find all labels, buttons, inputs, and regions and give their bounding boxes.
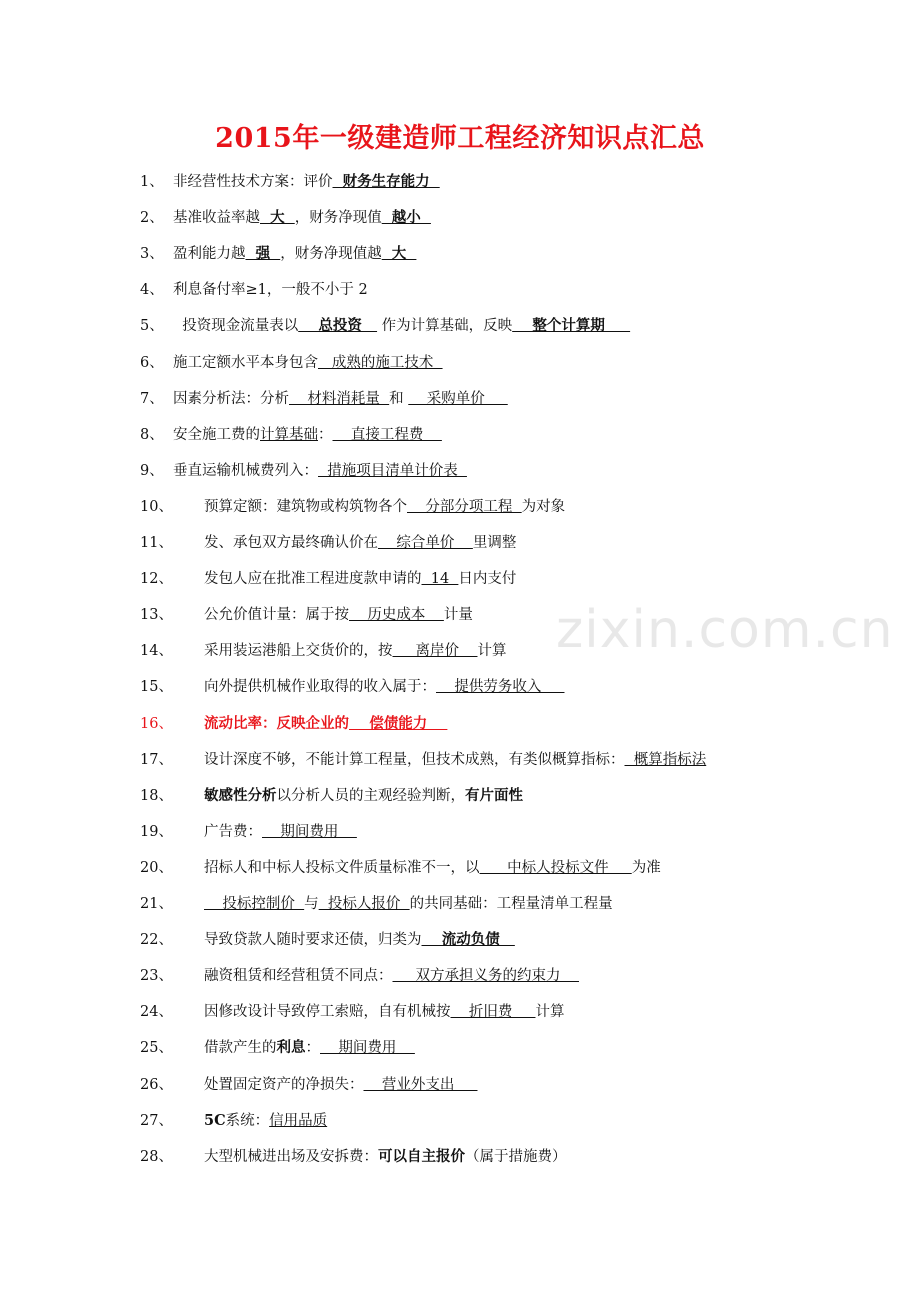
list-item: [0, 748, 920, 772]
item-text-segment: ，财务净现值: [294, 210, 382, 226]
item-number: 27、: [140, 1113, 173, 1129]
list-item: [0, 1036, 920, 1060]
item-text: [173, 206, 431, 227]
list-item: [0, 928, 920, 952]
answer-blank: 采购单价: [408, 391, 508, 407]
item-text-segment: 计算: [477, 643, 507, 659]
list-item: [0, 423, 920, 447]
list-item: [0, 206, 920, 230]
item-number: 12、: [140, 571, 173, 587]
list-item: [0, 567, 920, 591]
item-number: 5、: [140, 318, 164, 334]
item-text-segment: 非经营性技术方案：评价: [173, 174, 333, 190]
item-text-segment: 5C: [204, 1112, 226, 1129]
item-number: 19、: [140, 824, 173, 840]
list-item: [0, 639, 920, 663]
item-text-segment: 有片面性: [465, 787, 523, 804]
item-text: [204, 928, 515, 949]
list-item: [0, 820, 920, 844]
item-text-segment: 预算定额：建筑物或构筑物各个: [204, 499, 407, 515]
item-number: 6、: [140, 355, 164, 371]
item-number: 20、: [140, 860, 173, 876]
answer-blank: 综合单价: [378, 535, 473, 551]
item-text-segment: 安全施工费的: [173, 427, 260, 443]
item-number: 1、: [140, 174, 164, 190]
item-text: [173, 242, 416, 263]
item-text-segment: 里调整: [472, 535, 517, 551]
item-text-segment: 招标人和中标人投标文件质量标准不一，以: [204, 860, 480, 876]
item-number: 18、: [140, 788, 173, 804]
item-number: 3、: [140, 246, 164, 262]
item-number: 28、: [140, 1149, 173, 1165]
answer-blank: 财务生存能力: [332, 173, 440, 190]
list-item: [0, 603, 920, 627]
item-number: 8、: [140, 427, 164, 443]
item-number: 10、: [140, 499, 173, 515]
list-item: [0, 459, 920, 483]
item-text-segment: 借款产生的: [204, 1040, 277, 1056]
item-text: [173, 351, 443, 372]
list-item: [0, 1000, 920, 1024]
item-text-segment: 采用装运港船上交货价的，按: [204, 643, 393, 659]
item-text-segment: 为对象: [521, 499, 566, 515]
item-text-segment: 公允价值计量：属于按: [204, 607, 349, 623]
answer-blank: 历史成本: [349, 607, 444, 623]
answer-blank: 14: [421, 571, 459, 587]
item-text-segment: 可以自主报价: [378, 1148, 465, 1165]
item-text: [204, 1036, 415, 1057]
item-text: [204, 675, 564, 696]
item-number: 22、: [140, 932, 173, 948]
item-text-segment: 盈利能力越: [173, 246, 246, 262]
item-text: [204, 784, 523, 805]
answer-blank: 直接工程费: [332, 427, 442, 443]
item-text-segment: 因素分析法：分析: [173, 391, 289, 407]
list-item: [0, 170, 920, 194]
item-text-segment: 系统：: [225, 1113, 270, 1129]
answer-blank: 总投资: [298, 317, 378, 334]
item-number: 17、: [140, 752, 173, 768]
list-item: [0, 964, 920, 988]
item-text-segment: （属于措施费）: [465, 1149, 567, 1165]
list-item: [0, 314, 920, 338]
item-text-segment: 垂直运输机械费列入：: [173, 463, 318, 479]
item-text: [204, 531, 516, 552]
item-text: [204, 1000, 564, 1021]
item-number: 15、: [140, 679, 173, 695]
document-title: 2015年一级建造师工程经济知识点汇总: [215, 123, 705, 154]
item-number: 13、: [140, 607, 173, 623]
item-text: [204, 712, 447, 733]
answer-blank: 整个计算期: [512, 317, 631, 334]
item-number: 24、: [140, 1004, 173, 1020]
item-text: [173, 314, 630, 335]
list-item: [0, 1109, 920, 1133]
answer-blank: 投标控制价: [204, 896, 305, 912]
answer-blank: 大: [260, 209, 295, 226]
item-number: 7、: [140, 391, 164, 407]
item-text: [204, 603, 473, 624]
list-item: [0, 712, 920, 736]
item-text-segment: 以分析人员的主观经验判断，: [276, 788, 465, 804]
item-text-segment: 日内支付: [458, 571, 517, 587]
item-text-segment: 投资现金流量表以: [173, 318, 299, 334]
item-text-segment: 导致贷款人随时要求还债，归类为: [204, 932, 422, 948]
item-text-segment: 利息: [276, 1039, 306, 1056]
item-text-segment: 施工定额水平本身包含: [173, 355, 318, 371]
item-number: 11、: [140, 535, 173, 551]
answer-blank: 流动负债: [421, 931, 515, 948]
list-item: [0, 892, 920, 916]
answer-blank: 营业外支出: [363, 1077, 478, 1093]
item-number: 2、: [140, 210, 164, 226]
item-text: [204, 567, 516, 588]
answer-blank: 期间费用: [320, 1040, 415, 1056]
answer-blank: 越小: [381, 209, 431, 226]
item-text: [204, 820, 357, 841]
item-text-segment: 广告费：: [204, 824, 262, 840]
item-text: [173, 387, 508, 408]
item-number: 21、: [140, 896, 173, 912]
list-item: [0, 278, 920, 302]
item-number: 4、: [140, 282, 164, 298]
item-text-segment: 设计深度不够，不能计算工程量，但技术成熟，有类似概算指标：: [204, 752, 625, 768]
item-text-segment: 为准: [631, 860, 661, 876]
item-text-segment: 的共同基础：工程量清单工程量: [409, 896, 613, 912]
list-item: [0, 351, 920, 375]
item-text-segment: 大型机械进出场及安拆费：: [204, 1149, 378, 1165]
item-text: [204, 1145, 567, 1166]
item-number: 16、: [140, 716, 173, 732]
item-text-segment: 计算: [535, 1004, 565, 1020]
answer-blank: 中标人投标文件: [479, 860, 632, 876]
item-text: [204, 856, 661, 877]
item-text: [204, 892, 613, 913]
item-text-segment: 处置固定资产的净损失：: [204, 1077, 364, 1093]
answer-blank: 分部分项工程: [407, 499, 522, 515]
item-text: [173, 459, 467, 480]
answer-blank: 离岸价: [392, 643, 478, 659]
answer-blank: 期间费用: [262, 824, 357, 840]
item-text-segment: 因修改设计导致停工索赔，自有机械按: [204, 1004, 451, 1020]
item-text-segment: 基准收益率越: [173, 210, 260, 226]
item-text: [173, 170, 440, 191]
item-text: [173, 278, 368, 299]
list-item: [0, 856, 920, 880]
item-number: 9、: [140, 463, 164, 479]
answer-blank: 提供劳务收入: [436, 679, 565, 695]
answer-blank: 强: [245, 245, 281, 262]
item-text-segment: 向外提供机械作业取得的收入属于：: [204, 679, 436, 695]
item-text: [204, 748, 706, 769]
list-item: [0, 1145, 920, 1169]
answer-blank: 成熟的施工技术: [318, 355, 443, 371]
item-text: [204, 1109, 327, 1130]
item-text-segment: 利息备付率≥1，一般不小于 2: [173, 282, 368, 298]
list-item: [0, 675, 920, 699]
item-text: [204, 639, 506, 660]
answer-blank: 折旧费: [450, 1004, 536, 1020]
answer-blank: 投标人报价: [318, 896, 410, 912]
list-item: [0, 495, 920, 519]
item-text-segment: 敏感性分析: [204, 787, 277, 804]
answer-blank: 大: [381, 245, 417, 262]
list-item: [0, 784, 920, 808]
item-text: [204, 495, 565, 516]
item-text-segment: 流动比率：反映企业的: [204, 715, 349, 732]
item-number: 14、: [140, 643, 173, 659]
answer-blank: 材料消耗量: [289, 391, 390, 407]
answer-blank: 偿债能力: [349, 715, 448, 732]
item-number: 23、: [140, 968, 173, 984]
item-number: 25、: [140, 1040, 173, 1056]
item-text-segment: 融资租赁和经营租赁不同点：: [204, 968, 393, 984]
item-text-segment: 发包人应在批准工程进度款申请的: [204, 571, 422, 587]
list-item: [0, 531, 920, 555]
item-text-segment: 计量: [443, 607, 473, 623]
list-item: [0, 387, 920, 411]
list-item: [0, 242, 920, 266]
answer-blank: 概算指标法: [624, 752, 707, 768]
answer-blank: 双方承担义务的约束力: [392, 968, 579, 984]
item-text-segment: ：: [305, 1040, 320, 1056]
answer-blank: 计算基础: [260, 427, 318, 443]
item-text-segment: 作为计算基础，反映: [377, 318, 513, 334]
list-item: [0, 1073, 920, 1097]
item-text-segment: 发、承包双方最终确认价在: [204, 535, 378, 551]
item-text-segment: 和: [389, 391, 409, 407]
item-text: [204, 1073, 477, 1094]
item-text-segment: 与: [304, 896, 319, 912]
watermark-text: zixin.com.cn: [556, 600, 894, 660]
item-text: [204, 964, 579, 985]
item-text-segment: ，财务净现值越: [280, 246, 382, 262]
item-number: 26、: [140, 1077, 173, 1093]
answer-blank: 信用品质: [269, 1113, 328, 1129]
item-text-segment: ：: [318, 427, 333, 443]
item-text: [173, 423, 442, 444]
answer-blank: 措施项目清单计价表: [318, 463, 467, 479]
